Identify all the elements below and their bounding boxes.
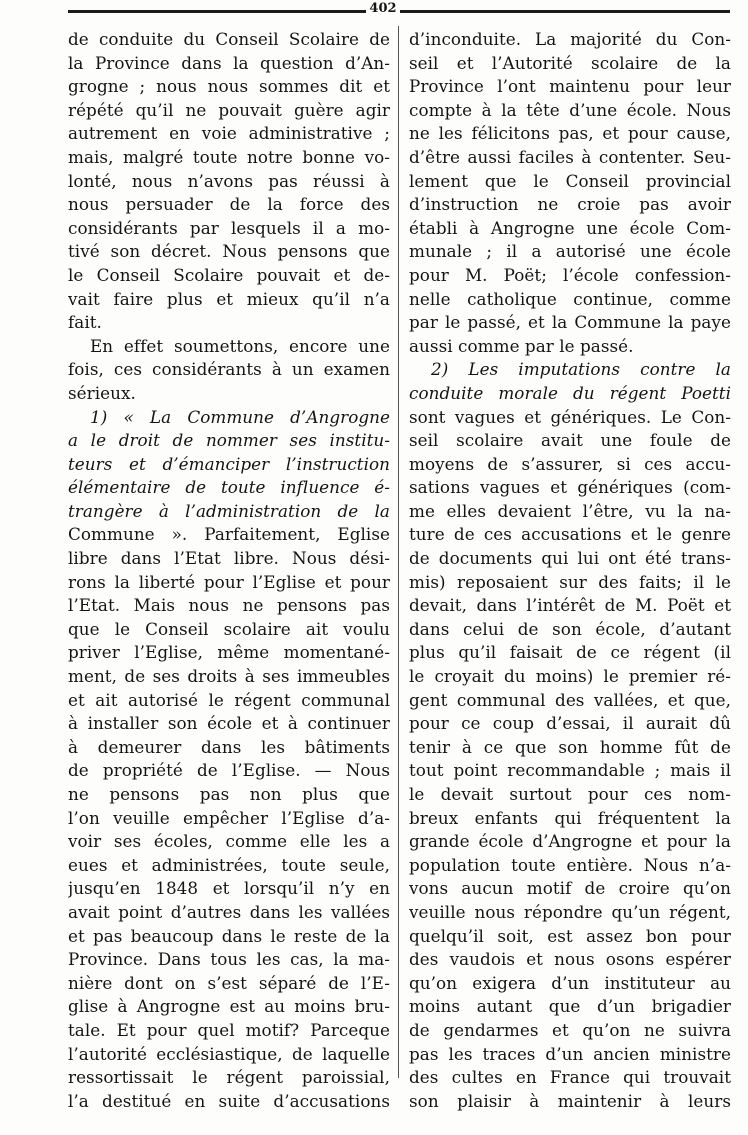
text-line: priver l’Eglise, même momentané- bbox=[68, 642, 390, 663]
text-line: des vaudois et nous osons espérer bbox=[409, 949, 731, 970]
text-line: devait, dans l’intérêt de M. Poët et bbox=[409, 595, 731, 616]
text-line: et ait autorisé le régent communal bbox=[68, 689, 390, 710]
text-line: établi à Angrogne une école Com- bbox=[409, 217, 731, 238]
text-line: tenir à ce que son homme fût de bbox=[409, 736, 731, 757]
text-line: répété qu’il ne pouvait guère agir bbox=[68, 99, 390, 120]
text-line: seil et l’Autorité scolaire de la bbox=[409, 52, 731, 73]
text-line: élémentaire de toute influence é- bbox=[68, 477, 390, 498]
text-line: l’autorité ecclésiastique, de laquelle bbox=[68, 1043, 390, 1064]
text-line: pas les traces d’un ancien ministre bbox=[409, 1043, 731, 1064]
text-line: population toute entière. Nous n’a- bbox=[409, 854, 731, 875]
text-line: le Conseil Scolaire pouvait et de- bbox=[68, 264, 390, 285]
text-line: me elles devaient l’être, vu la na- bbox=[409, 500, 731, 521]
text-line: vait faire plus et mieux qu’il n’a bbox=[68, 288, 390, 309]
text-line: ne les félicitons pas, et pour cause, bbox=[409, 123, 731, 144]
text-line: à installer son école et à continuer bbox=[68, 713, 390, 734]
text-line: son plaisir à maintenir à leurs bbox=[409, 1090, 731, 1111]
text-line: dans celui de son école, d’autant bbox=[409, 618, 731, 639]
left-column bbox=[68, 28, 390, 1113]
text-line: Province l’ont maintenu pour leur bbox=[409, 76, 731, 97]
text-line: Commune ». Parfaitement, Eglise bbox=[68, 524, 390, 545]
page-number: 402 bbox=[369, 1, 397, 16]
text-line: seil scolaire avait une foule de bbox=[409, 430, 731, 451]
text-line: fois, ces considérants à un examen bbox=[68, 359, 390, 380]
text-line: rons la liberté pour l’Eglise et pour bbox=[68, 571, 390, 592]
text-line: mis) reposaient sur des faits; il le bbox=[409, 571, 731, 592]
text-line: tale. Et pour quel motif? Parceque bbox=[68, 1019, 390, 1040]
text-line: que le Conseil scolaire ait voulu bbox=[68, 618, 390, 639]
text-line: nous persuader de la force des bbox=[68, 194, 390, 215]
text-line: d’être aussi faciles à contenter. Seu- bbox=[409, 146, 731, 167]
text-line: moyens de s’assurer, si ces accu- bbox=[409, 453, 731, 474]
header-rule-left bbox=[68, 10, 366, 13]
text-line: mais, malgré toute notre bonne vo- bbox=[68, 146, 390, 167]
text-line: sérieux. bbox=[68, 382, 136, 403]
text-line: aussi comme par le passé. bbox=[409, 335, 634, 356]
text-line: glise à Angrogne est au moins bru- bbox=[68, 996, 390, 1017]
text-line: gent communal des vallées, et que, bbox=[409, 689, 731, 710]
text-line: de documents qui lui ont été trans- bbox=[409, 548, 731, 569]
text-line: pour M. Poët; l’école confession- bbox=[409, 264, 731, 285]
text-line: lement que le Conseil provincial bbox=[409, 170, 731, 191]
column-divider bbox=[398, 26, 399, 1078]
text-line: à demeurer dans les bâtiments bbox=[68, 736, 390, 757]
text-line: ne pensons pas non plus que bbox=[68, 784, 390, 804]
text-line: de conduite du Conseil Scolaire de bbox=[68, 29, 390, 49]
text-line: et pas beaucoup dans le reste de la bbox=[68, 925, 390, 946]
text-line: voir ses écoles, comme elle les a bbox=[68, 831, 390, 852]
text-line: la Province dans la question d’An- bbox=[68, 52, 390, 73]
text-line: lonté, nous n’avons pas réussi à bbox=[68, 170, 390, 191]
text-line: sations vagues et génériques (com- bbox=[409, 477, 731, 498]
text-line: 1) « La Commune d’Angrogne bbox=[90, 406, 390, 427]
text-line: moins autant que d’un brigadier bbox=[409, 996, 731, 1017]
text-line: d’inconduite. La majorité du Con- bbox=[409, 29, 731, 49]
text-line: plus qu’il faisait de ce régent (il bbox=[409, 642, 731, 663]
text-line: l’Etat. Mais nous ne pensons pas bbox=[68, 595, 390, 616]
text-line: vons aucun motif de croire qu’on bbox=[409, 878, 731, 899]
text-line: le croyait du moins) le premier ré- bbox=[409, 666, 731, 687]
text-line: ture de ces accusations et le genre bbox=[409, 524, 731, 545]
text-line: conduite morale du régent Poetti bbox=[409, 382, 731, 403]
text-line: ressortissait le régent paroissial, bbox=[68, 1067, 390, 1088]
text-line: jusqu’en 1848 et lorsqu’il n’y en bbox=[68, 878, 390, 899]
text-line: trangère à l’administration de la bbox=[68, 500, 390, 521]
text-line: grogne ; nous nous sommes dit et bbox=[68, 76, 390, 97]
text-line: l’a destitué en suite d’accusations bbox=[68, 1090, 390, 1111]
text-line: avait point d’autres dans les vallées bbox=[68, 901, 390, 922]
text-line: a le droit de nommer ses institu- bbox=[68, 430, 390, 451]
text-line: considérants par lesquels il a mo- bbox=[68, 217, 390, 238]
text-line: breux enfants qui fréquentent la bbox=[409, 807, 731, 828]
text-line: nelle catholique continue, comme bbox=[409, 288, 731, 309]
text-line: compte à la tête d’une école. Nous bbox=[409, 99, 731, 120]
text-line: d’instruction ne croie pas avoir bbox=[409, 194, 731, 215]
text-line: par le passé, et la Commune la paye bbox=[409, 312, 731, 333]
text-line: quelqu’il soit, est assez bon pour bbox=[409, 925, 731, 946]
text-line: des cultes en France qui trouvait bbox=[409, 1067, 731, 1088]
text-line: de gendarmes et qu’on ne suivra bbox=[409, 1019, 731, 1040]
text-line: pour ce coup d’essai, il aurait dû bbox=[409, 713, 731, 734]
text-line: Province. Dans tous les cas, la ma- bbox=[68, 949, 390, 970]
text-line: teurs et d’émanciper l’instruction bbox=[68, 453, 390, 474]
text-line: eues et administrées, toute seule, bbox=[68, 854, 390, 875]
text-line: sont vagues et génériques. Le Con- bbox=[409, 406, 731, 427]
text-line: le devait surtout pour ces nom- bbox=[409, 784, 731, 804]
text-line: veuille nous répondre qu’un régent, bbox=[409, 901, 731, 922]
text-line: ment, de ses droits à ses immeubles bbox=[68, 666, 390, 687]
text-line: fait. bbox=[68, 312, 102, 333]
text-line: libre dans l’Etat libre. Nous dési- bbox=[68, 548, 390, 569]
text-line: nière dont on s’est séparé de l’E- bbox=[68, 972, 390, 993]
text-line: munale ; il a autorisé une école bbox=[409, 241, 731, 262]
text-line: tout point recommandable ; mais il bbox=[409, 760, 731, 781]
text-line: 2) Les imputations contre la bbox=[431, 359, 731, 380]
text-line: autrement en voie administrative ; bbox=[68, 123, 390, 144]
text-line: tivé son décret. Nous pensons que bbox=[68, 241, 390, 262]
text-line: qu’on exigera d’un instituteur au bbox=[409, 972, 731, 993]
text-line: de propriété de l’Eglise. — Nous bbox=[68, 760, 390, 781]
text-line: En effet soumettons, encore une bbox=[90, 335, 390, 356]
header-rule-right bbox=[400, 10, 730, 13]
text-line: l’on veuille empêcher l’Eglise d’a- bbox=[68, 807, 390, 828]
text-line: grande école d’Angrogne et pour la bbox=[409, 831, 731, 852]
page-header bbox=[0, 0, 748, 22]
right-column bbox=[409, 28, 731, 1113]
